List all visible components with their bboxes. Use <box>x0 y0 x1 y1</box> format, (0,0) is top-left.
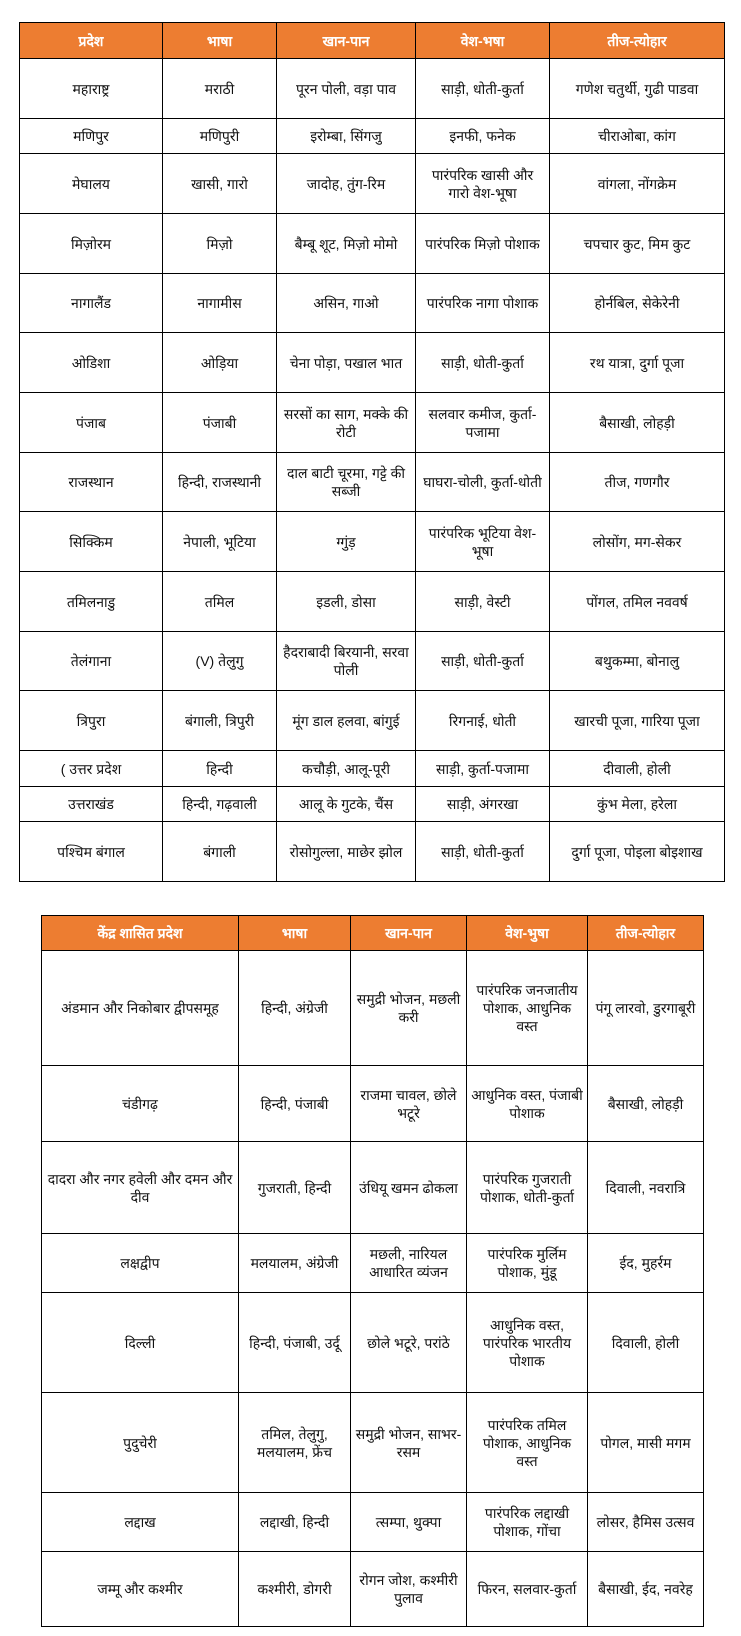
cell-food: चेना पोड़ा, पखाल भात <box>277 333 416 393</box>
cell-language: कश्मीरी, डोगरी <box>239 1552 351 1627</box>
header-food: खान-पान <box>277 23 416 59</box>
cell-festivals: दिवाली, होली <box>588 1293 704 1393</box>
states-culture-table <box>19 22 725 882</box>
table-header-row <box>20 23 725 59</box>
header-state: केंद्र शासित प्रदेश <box>42 916 239 951</box>
cell-festivals: वांगला, नोंगक्रेम <box>550 154 725 214</box>
table-row <box>20 751 725 787</box>
cell-language: मणिपुरी <box>163 119 277 154</box>
cell-food: समुद्री भोजन, मछली करी <box>351 951 467 1066</box>
cell-food: हैदराबादी बिरयानी, सरवा पोली <box>277 632 416 691</box>
cell-state: दिल्ली <box>42 1293 239 1393</box>
table-row <box>42 1552 704 1627</box>
cell-language: हिन्दी, गढ़वाली <box>163 787 277 822</box>
table-row <box>20 274 725 333</box>
cell-state: मेघालय <box>20 154 163 214</box>
table-row <box>20 333 725 393</box>
cell-language: तमिल <box>163 572 277 632</box>
cell-food: मछली, नारियल आधारित व्यंजन <box>351 1234 467 1293</box>
cell-language: हिन्दी, पंजाबी <box>239 1066 351 1142</box>
cell-language: मलयालम, अंग्रेजी <box>239 1234 351 1293</box>
table-row <box>20 59 725 119</box>
cell-attire: रिगनाई, धोती <box>416 691 550 751</box>
cell-attire: पारंपरिक जनजातीय पोशाक, आधुनिक वस्त <box>467 951 588 1066</box>
cell-food: बैम्बू शूट, मिज़ो मोमो <box>277 214 416 274</box>
table-row <box>20 632 725 691</box>
table-row <box>20 512 725 572</box>
header-festivals: तीज-त्योहार <box>550 23 725 59</box>
union-territories-culture-table <box>41 915 704 1627</box>
cell-food: छोले भटूरे, परांठे <box>351 1293 467 1393</box>
cell-attire: साड़ी, धोती-कुर्ता <box>416 632 550 691</box>
cell-language: हिन्दी, राजस्थानी <box>163 453 277 512</box>
cell-language: गुजराती, हिन्दी <box>239 1142 351 1234</box>
cell-state: महाराष्ट्र <box>20 59 163 119</box>
cell-attire: पारंपरिक खासी और गारो वेश-भूषा <box>416 154 550 214</box>
cell-attire: आधुनिक वस्त, पारंपरिक भारतीय पोशाक <box>467 1293 588 1393</box>
table-row <box>42 1393 704 1493</box>
table-row <box>42 1234 704 1293</box>
cell-language: नेपाली, भूटिया <box>163 512 277 572</box>
cell-attire: साड़ी, धोती-कुर्ता <box>416 822 550 882</box>
cell-festivals: पोंगल, तमिल नववर्ष <box>550 572 725 632</box>
cell-festivals: होर्नबिल, सेकेरेनी <box>550 274 725 333</box>
cell-food: पूरन पोली, वड़ा पाव <box>277 59 416 119</box>
cell-food: इडली, डोसा <box>277 572 416 632</box>
cell-festivals: तीज, गणगौर <box>550 453 725 512</box>
cell-state: पुदुचेरी <box>42 1393 239 1493</box>
table-row <box>42 951 704 1066</box>
cell-language: मराठी <box>163 59 277 119</box>
cell-state: नागालैंड <box>20 274 163 333</box>
cell-food: रोसोगुल्ला, माछेर झोल <box>277 822 416 882</box>
cell-state: लक्षद्वीप <box>42 1234 239 1293</box>
cell-language: बंगाली <box>163 822 277 882</box>
cell-language: खासी, गारो <box>163 154 277 214</box>
table-row <box>20 787 725 822</box>
cell-festivals: दिवाली, नवरात्रि <box>588 1142 704 1234</box>
cell-festivals: पोगल, मासी मगम <box>588 1393 704 1493</box>
cell-state: ओडिशा <box>20 333 163 393</box>
cell-language: मिज़ो <box>163 214 277 274</box>
cell-state: त्रिपुरा <box>20 691 163 751</box>
cell-state: मिज़ोरम <box>20 214 163 274</box>
cell-attire: पारंपरिक लद्दाखी पोशाक, गोंचा <box>467 1493 588 1552</box>
cell-state: सिक्किम <box>20 512 163 572</box>
cell-language: हिन्दी <box>163 751 277 787</box>
cell-state: दादरा और नगर हवेली और दमन और दीव <box>42 1142 239 1234</box>
table-row <box>20 214 725 274</box>
cell-food: उंधियू खमन ढोकला <box>351 1142 467 1234</box>
cell-festivals: बैसाखी, लोहड़ी <box>588 1066 704 1142</box>
cell-state: लद्दाख <box>42 1493 239 1552</box>
cell-food: रोगन जोश, कश्मीरी पुलाव <box>351 1552 467 1627</box>
cell-language: हिन्दी, अंग्रेजी <box>239 951 351 1066</box>
cell-food: इरोम्बा, सिंगजु <box>277 119 416 154</box>
cell-food: ग्गुंड़ <box>277 512 416 572</box>
cell-festivals: दीवाली, होली <box>550 751 725 787</box>
cell-attire: पारंपरिक तमिल पोशाक, आधुनिक वस्त <box>467 1393 588 1493</box>
cell-attire: साड़ी, अंगरखा <box>416 787 550 822</box>
cell-festivals: गणेश चतुर्थी, गुढी पाडवा <box>550 59 725 119</box>
cell-language: हिन्दी, पंजाबी, उर्दू <box>239 1293 351 1393</box>
table-row <box>20 822 725 882</box>
table-row <box>20 572 725 632</box>
cell-attire: साड़ी, वेस्टी <box>416 572 550 632</box>
cell-food: मूंग डाल हलवा, बांगुई <box>277 691 416 751</box>
cell-language: पंजाबी <box>163 393 277 453</box>
cell-attire: पारंपरिक मुर्लिम पोशाक, मुंडू <box>467 1234 588 1293</box>
table-row <box>20 393 725 453</box>
cell-festivals: दुर्गा पूजा, पोइला बोइशाख <box>550 822 725 882</box>
cell-state: पश्चिम बंगाल <box>20 822 163 882</box>
cell-state: तेलंगाना <box>20 632 163 691</box>
cell-festivals: बथुकम्मा, बोनालु <box>550 632 725 691</box>
cell-festivals: लोसर, हैमिस उत्सव <box>588 1493 704 1552</box>
cell-food: राजमा चावल, छोले भटूरे <box>351 1066 467 1142</box>
cell-state: ( उत्तर प्रदेश <box>20 751 163 787</box>
cell-attire: साड़ी, धोती-कुर्ता <box>416 59 550 119</box>
cell-food: कचौड़ी, आलू-पूरी <box>277 751 416 787</box>
cell-state: राजस्थान <box>20 453 163 512</box>
cell-attire: इनफी, फनेक <box>416 119 550 154</box>
table-row <box>20 154 725 214</box>
table-row <box>20 119 725 154</box>
cell-attire: साड़ी, धोती-कुर्ता <box>416 333 550 393</box>
table-row <box>20 453 725 512</box>
header-language: भाषा <box>239 916 351 951</box>
cell-festivals: रथ यात्रा, दुर्गा पूजा <box>550 333 725 393</box>
header-attire: वेश-भुषा <box>467 916 588 951</box>
cell-language: ओड़िया <box>163 333 277 393</box>
cell-festivals: चपचार कुट, मिम कुट <box>550 214 725 274</box>
table-row <box>42 1142 704 1234</box>
cell-attire: पारंपरिक भूटिया वेश-भूषा <box>416 512 550 572</box>
cell-festivals: ईद, मुहर्रम <box>588 1234 704 1293</box>
cell-attire: घाघरा-चोली, कुर्ता-धोती <box>416 453 550 512</box>
cell-language: तमिल, तेलुगु, मलयालम, फ्रेंच <box>239 1393 351 1493</box>
table-row <box>42 1493 704 1552</box>
cell-food: सरसों का साग, मक्के की रोटी <box>277 393 416 453</box>
table-header-row <box>42 916 704 951</box>
cell-attire: साड़ी, कुर्ता-पजामा <box>416 751 550 787</box>
cell-attire: फिरन, सलवार-कुर्ता <box>467 1552 588 1627</box>
cell-language: (V) तेलुगु <box>163 632 277 691</box>
cell-state: मणिपुर <box>20 119 163 154</box>
cell-festivals: बैसाखी, ईद, नवरेह <box>588 1552 704 1627</box>
cell-language: नागामीस <box>163 274 277 333</box>
cell-food: असिन, गाओ <box>277 274 416 333</box>
cell-attire: पारंपरिक मिज़ो पोशाक <box>416 214 550 274</box>
table-row <box>42 1066 704 1142</box>
cell-state: तमिलनाडु <box>20 572 163 632</box>
cell-food: समुद्री भोजन, साभर-रसम <box>351 1393 467 1493</box>
cell-food: जादोह, तुंग-रिम <box>277 154 416 214</box>
cell-state: पंजाब <box>20 393 163 453</box>
cell-state: अंडमान और निकोबार द्वीपसमूह <box>42 951 239 1066</box>
cell-festivals: चीराओबा, कांग <box>550 119 725 154</box>
header-festivals: तीज-त्योहार <box>588 916 704 951</box>
cell-attire: सलवार कमीज, कुर्ता-पजामा <box>416 393 550 453</box>
cell-festivals: पंगू लारवो, डुरगाबूरी <box>588 951 704 1066</box>
cell-language: बंगाली, त्रिपुरी <box>163 691 277 751</box>
cell-attire: पारंपरिक नागा पोशाक <box>416 274 550 333</box>
header-state: प्रदेश <box>20 23 163 59</box>
header-language: भाषा <box>163 23 277 59</box>
table-row <box>20 691 725 751</box>
cell-attire: आधुनिक वस्त, पंजाबी पोशाक <box>467 1066 588 1142</box>
cell-attire: पारंपरिक गुजराती पोशाक, धोती-कुर्ता <box>467 1142 588 1234</box>
cell-food: आलू के गुटके, चैंस <box>277 787 416 822</box>
cell-state: जम्मू और कश्मीर <box>42 1552 239 1627</box>
cell-festivals: लोसोंग, मग-सेकर <box>550 512 725 572</box>
header-food: खान-पान <box>351 916 467 951</box>
cell-state: चंडीगढ़ <box>42 1066 239 1142</box>
cell-festivals: खारची पूजा, गारिया पूजा <box>550 691 725 751</box>
cell-festivals: कुंभ मेला, हरेला <box>550 787 725 822</box>
header-attire: वेश-भषा <box>416 23 550 59</box>
cell-food: त्सम्पा, थुक्पा <box>351 1493 467 1552</box>
table-row <box>42 1293 704 1393</box>
cell-state: उत्तराखंड <box>20 787 163 822</box>
cell-language: लद्दाखी, हिन्दी <box>239 1493 351 1552</box>
cell-festivals: बैसाखी, लोहड़ी <box>550 393 725 453</box>
cell-food: दाल बाटी चूरमा, गट्टे की सब्जी <box>277 453 416 512</box>
